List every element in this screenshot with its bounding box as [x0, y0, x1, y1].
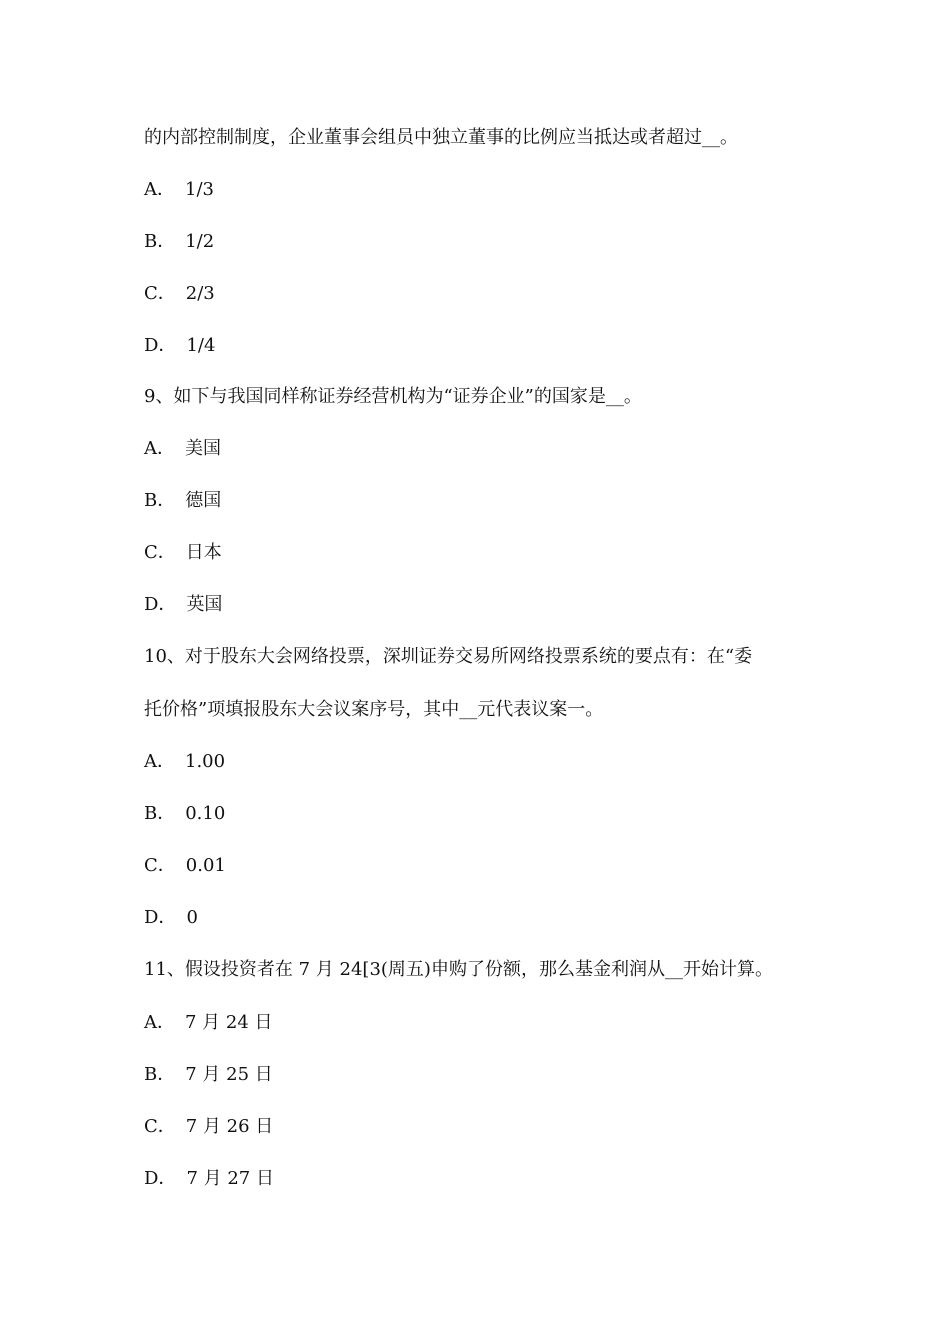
question-8-option-d — [144, 334, 824, 358]
question-8-option-c — [144, 282, 824, 306]
option-text: 1/3 — [185, 179, 214, 200]
option-text: 0.10 — [185, 803, 226, 824]
option-label: D． — [144, 907, 177, 928]
option-label: C． — [144, 855, 176, 876]
question-9-option-d — [144, 593, 824, 617]
question-9-option-b — [144, 489, 824, 513]
option-text: 1/4 — [186, 335, 216, 356]
option-text: 7 月 27 日 — [186, 1168, 274, 1189]
option-label: A． — [144, 438, 175, 459]
option-label: B． — [144, 231, 176, 252]
question-11-option-c — [144, 1115, 824, 1139]
option-text: 1/2 — [185, 231, 215, 252]
option-text: 1.00 — [185, 751, 226, 772]
question-10-stem-line-1: 10、对于股东大会网络投票，深圳证券交易所网络投票系统的要点有：在“委 — [144, 646, 753, 667]
option-text: 英国 — [186, 594, 223, 615]
question-11-option-b — [144, 1063, 824, 1087]
option-text: 2/3 — [185, 283, 215, 304]
question-9-option-c — [144, 541, 824, 565]
option-label: A． — [144, 1012, 175, 1033]
option-label: C． — [144, 542, 176, 563]
option-text: 7 月 25 日 — [185, 1064, 273, 1085]
question-8-option-a — [144, 178, 824, 202]
question-10-option-c — [144, 854, 824, 878]
question-11-option-a — [144, 1011, 824, 1035]
option-text: 7 月 26 日 — [185, 1116, 274, 1137]
option-text: 0 — [186, 907, 198, 928]
option-text: 7 月 24 日 — [185, 1012, 273, 1033]
option-label: D． — [144, 1168, 177, 1189]
question-11-option-d — [144, 1167, 824, 1191]
question-10-option-b — [144, 802, 824, 826]
option-label: A． — [144, 751, 175, 772]
question-9-stem: 9、如下与我国同样称证券经营机构为“证券企业”的国家是__。 — [144, 386, 642, 407]
option-label: B． — [144, 803, 176, 824]
option-text: 德国 — [185, 490, 222, 511]
question-9-option-a — [144, 437, 824, 461]
option-text: 日本 — [185, 542, 222, 563]
option-label: D． — [144, 335, 177, 356]
question-8-stem-continued: 的内部控制制度，企业董事会组员中独立董事的比例应当抵达或者超过__。 — [144, 127, 738, 148]
question-8-option-b — [144, 230, 824, 254]
option-text: 0.01 — [185, 855, 226, 876]
question-10-option-d — [144, 906, 824, 930]
question-10-stem-line-2: 托价格”项填报股东大会议案序号，其中__元代表议案一。 — [144, 699, 604, 720]
option-label: A． — [144, 179, 175, 200]
option-label: C． — [144, 283, 176, 304]
question-10-option-a — [144, 750, 824, 774]
option-label: B． — [144, 490, 176, 511]
option-label: B． — [144, 1064, 176, 1085]
question-11-stem: 11、假设投资者在 7 月 24[3(周五)申购了份额，那么基金利润从__开始计算。 — [144, 959, 773, 980]
option-label: C． — [144, 1116, 176, 1137]
option-label: D． — [144, 594, 177, 615]
option-text: 美国 — [185, 438, 221, 459]
